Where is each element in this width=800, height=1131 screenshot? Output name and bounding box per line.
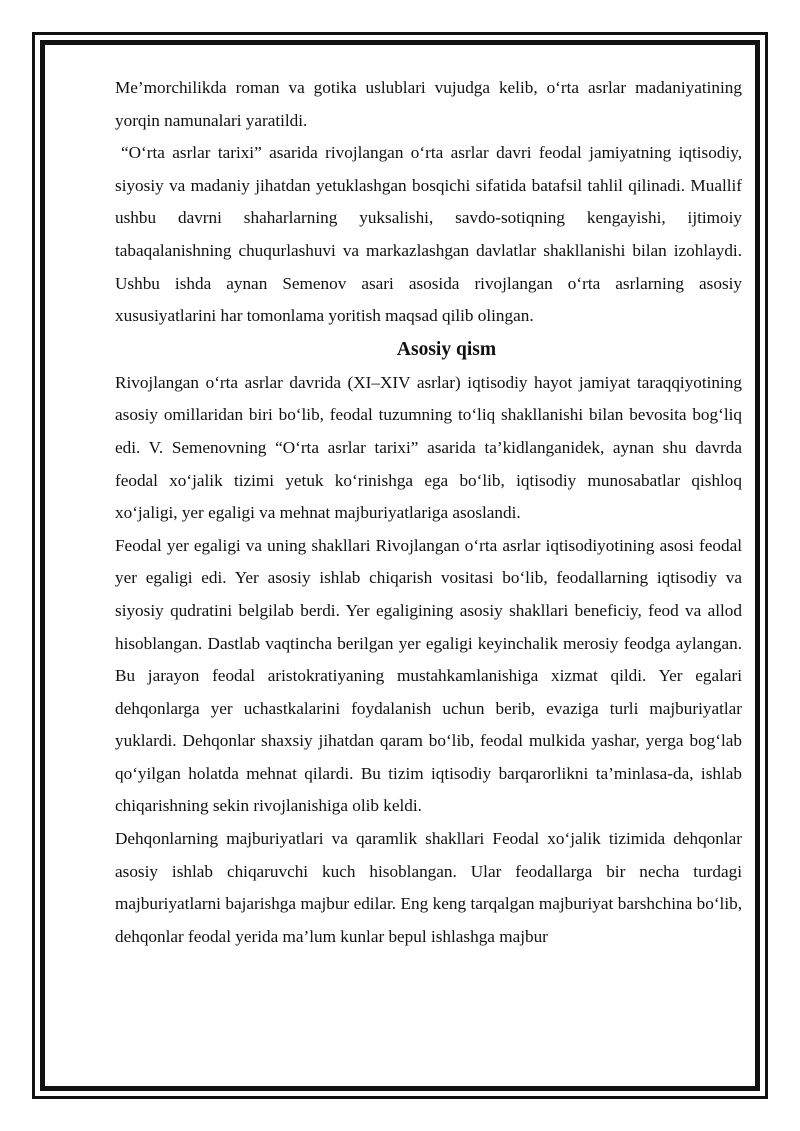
paragraph-economic-life: Rivojlangan o‘rta asrlar davrida (XI–XIV asrlar) iqtisodiy hayot jamiyat taraqqiyotining asosiy omillaridan biri bo‘lib, feodal tuzumning to‘liq shakllanishi bilan bevosita bog‘liq edi. V. Semenovning “O‘rta asrlar tarixi” asarida ta’kidlanganidek, aynan shu davrda feodal xo‘jalik tizimi yetuk ko‘rinishga ega bo‘lib, iqtisodiy munosabatlar qishloq xo‘jaligi, yer egaligi va mehnat majburiyatlariga asoslandi. bbox=[115, 372, 742, 523]
paragraph-introduction: “O‘rta asrlar tarixi” asarida rivojlangan o‘rta asrlar davri feodal jamiyatning iqtisodiy, siyosiy va madaniy jihatdan yetuklashgan bosqichi sifatida batafsil tahlil qilinadi. Muallif ushbu davrni shaharlarning yuksalishi, savdo-sotiqning kengayishi, ijtimoiy tabaqalanishning chuqurlashuvi va markazlashgan davlatlar shakllanishi bilan izohlaydi. Ushbu ishda aynan Semenov asari asosida rivojlangan o‘rta asrlarning asosiy xususiyatlarini har tomonlama yoritish maqsad qilib olingan. bbox=[115, 143, 742, 326]
document-body bbox=[115, 72, 742, 953]
paragraph-peasant-obligations: Dehqonlarning majburiyatlari va qaramlik shakllari Feodal xo‘jalik tizimida dehqonlar asosiy ishlab chiqaruvchi kuch hisoblangan. Ular feodallarga bir necha turdagi majburiyatlarni bajarishga majbur edilar. Eng keng tarqalgan majburiyat barshchina bo‘lib, dehqonlar feodal yerida ma’lum kunlar bepul ishlashga majbur bbox=[115, 829, 742, 946]
paragraph-architecture: Me’morchilikda roman va gotika uslublari vujudga kelib, o‘rta asrlar madaniyatining yorqin namunalari yaratildi. bbox=[115, 78, 742, 130]
section-heading: Asosiy qism bbox=[396, 338, 497, 360]
paragraph-feudal-land-ownership: Feodal yer egaligi va uning shakllari Rivojlangan o‘rta asrlar iqtisodiyotining asosi feodal yer egaligi edi. Yer asosiy ishlab chiqarish vositasi bo‘lib, feodallarning iqtisodiy va siyosiy qudratini belgilab berdi. Yer egaligining asosiy shakllari beneficiy, feod va allod hisoblangan. Dastlab vaqtincha berilgan yer egaligi keyinchalik merosiy feodga aylangan. Bu jarayon feodal aristokratiyaning mustahkamlanishiga xizmat qildi. Yer egalari dehqonlarga yer uchastkalarini foydalanish uchun berib, evaziga turli majburiyatlar yuklardi. Dehqonlar shaxsiy jihatdan qaram bo‘lib, feodal mulkida yashar, yerga bog‘lab qo‘yilgan holatda mehnat qilardi. Bu tizim iqtisodiy barqarorlikni ta’minlasa-da, ishlab chiqarishning sekin rivojlanishiga olib keldi. bbox=[115, 535, 742, 816]
